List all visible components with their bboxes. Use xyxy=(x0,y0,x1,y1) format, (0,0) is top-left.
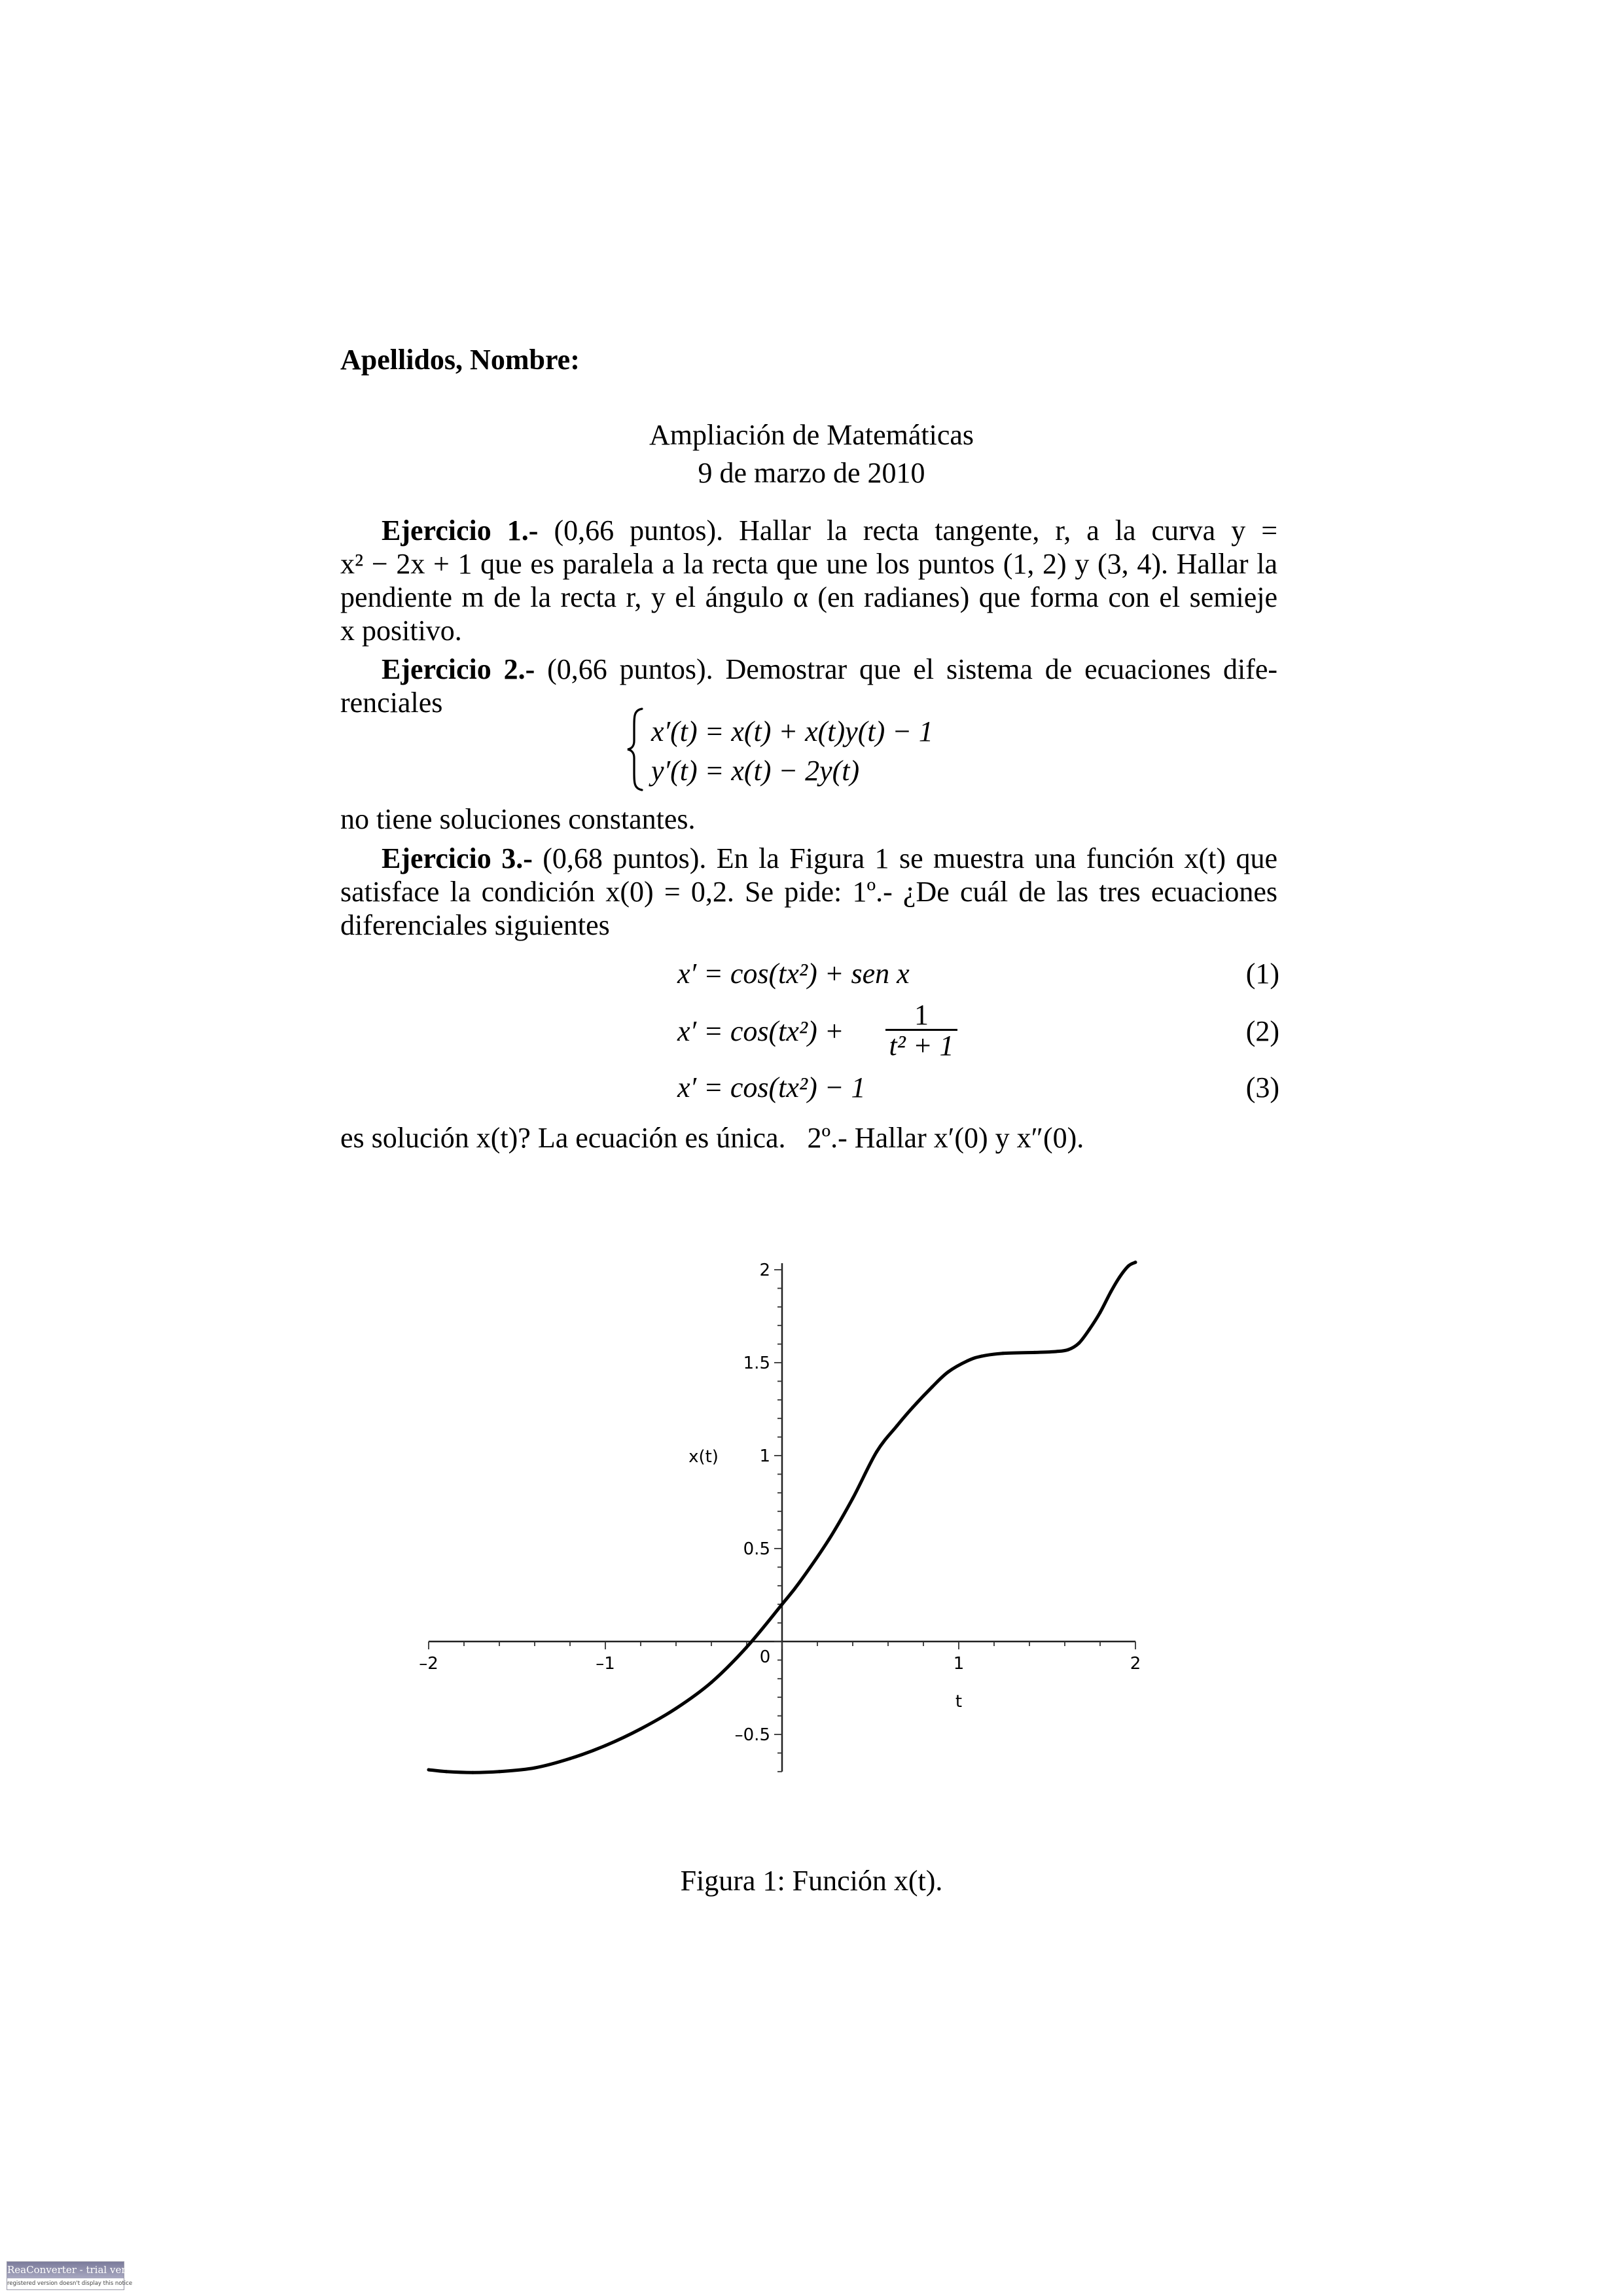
exercise2-text: Demostrar que el sistema de ecuaciones dife- xyxy=(725,653,1278,685)
exercise2-line2: renciales xyxy=(340,687,443,719)
y-tick-label: 2 xyxy=(759,1261,770,1280)
y-tick-label: 1 xyxy=(759,1446,770,1466)
data-point xyxy=(946,1371,950,1374)
exercise3-heading: Ejercicio 3.- xyxy=(382,842,533,874)
data-point xyxy=(980,1355,984,1358)
trial-watermark xyxy=(7,2261,147,2290)
x-tick-label: –2 xyxy=(419,1654,438,1674)
y-axis-label: x(t) xyxy=(688,1447,719,1467)
data-point xyxy=(911,1406,914,1409)
exercise1-line2: x² − 2x + 1 que es paralela a la recta que une los puntos (1, 2) y (3, 4). Hallar la xyxy=(340,548,1277,580)
data-point xyxy=(875,1450,878,1454)
data-point xyxy=(639,1727,643,1731)
system-equation-2: y′(t) = x(t) − 2y(t) xyxy=(651,755,860,787)
course-title: Ampliación de Matemáticas xyxy=(649,419,974,451)
fraction-denominator: t² + 1 xyxy=(889,1030,954,1062)
exercise1-heading: Ejercicio 1.- xyxy=(382,514,539,547)
data-point xyxy=(1099,1311,1102,1314)
equation-2-main: x′ = cos(tx²) + xyxy=(677,1015,844,1047)
data-point xyxy=(498,1770,501,1773)
data-point xyxy=(533,1767,537,1770)
equation-3: x′ = cos(tx²) − 1 xyxy=(677,1071,866,1103)
x-tick-label: 2 xyxy=(1130,1654,1141,1674)
data-point xyxy=(1054,1350,1058,1353)
data-point xyxy=(675,1707,678,1710)
data-point xyxy=(1109,1291,1113,1294)
exercise3-closing: es solución x(t)? La ecuación es única. 2º.- Hallar x′(0) y x″(0). xyxy=(340,1122,1084,1154)
exam-date: 9 de marzo de 2010 xyxy=(698,457,925,489)
data-point xyxy=(1118,1276,1121,1279)
data-point xyxy=(1001,1352,1005,1355)
figure-caption: Figura 1: Función x(t). xyxy=(680,1865,943,1897)
data-point xyxy=(781,1603,784,1606)
y-tick-label: 0.5 xyxy=(743,1539,770,1559)
equation-number-2: (2) xyxy=(1245,1015,1279,1047)
data-point xyxy=(471,1771,474,1774)
equation-number-3: (3) xyxy=(1245,1071,1279,1103)
exercise1-line3: pendiente m de la recta r, y el ángulo α (en radianes) que forma con el semieje xyxy=(340,581,1277,613)
data-point xyxy=(1067,1348,1070,1352)
name-field-label: Apellidos, Nombre: xyxy=(340,344,580,376)
data-point xyxy=(827,1537,830,1541)
x-tick-label: 0 xyxy=(759,1647,771,1667)
data-point xyxy=(1127,1265,1130,1268)
exercise1-text: Hallar la recta tangente, r, a la curva y = xyxy=(739,514,1278,547)
data-point xyxy=(1077,1342,1080,1345)
data-point xyxy=(604,1744,607,1748)
data-point xyxy=(710,1681,713,1684)
exercise3-line3: diferenciales siguientes xyxy=(340,909,610,941)
system-equation-1: x′(t) = x(t) + x(t)y(t) − 1 xyxy=(651,715,933,747)
data-point xyxy=(427,1768,431,1771)
exercise3-line2: satisface la condición x(0) = 0,2. Se pide: 1º.- ¿De cuál de las tres ecuaciones xyxy=(340,876,1277,908)
data-point xyxy=(966,1359,969,1363)
data-point xyxy=(1088,1327,1091,1331)
data-point xyxy=(851,1497,855,1500)
exercise3-points: (0,68 puntos). xyxy=(543,842,707,874)
y-tick-label: –0.5 xyxy=(734,1725,770,1745)
x-tick-label: –1 xyxy=(596,1654,615,1674)
exercise2-after: no tiene soluciones constantes. xyxy=(340,803,696,835)
y-tick-label: 1.5 xyxy=(743,1354,770,1373)
watermark-title: ReaConverter - trial version xyxy=(7,2262,124,2278)
data-point xyxy=(931,1385,934,1388)
exercise1-line4: x positivo. xyxy=(340,615,462,647)
x-tick-label: 1 xyxy=(953,1654,965,1674)
data-point xyxy=(798,1581,802,1584)
exercise3-text: En la Figura 1 se muestra una función x(t) que xyxy=(716,842,1278,874)
equation-number-1: (1) xyxy=(1245,958,1279,990)
data-point xyxy=(1134,1261,1137,1264)
exercise2-points: (0,66 puntos). xyxy=(547,653,713,685)
x-axis-label: t xyxy=(955,1692,963,1712)
data-point xyxy=(1033,1351,1037,1354)
data-point xyxy=(569,1757,572,1760)
watermark-subtitle: registered version doesn't display this notice xyxy=(7,2280,133,2287)
fraction-numerator: 1 xyxy=(885,1001,957,1031)
exercise2-heading: Ejercicio 2.- xyxy=(382,653,535,685)
data-point xyxy=(745,1645,749,1649)
equation-1: x′ = cos(tx²) + sen x xyxy=(677,958,910,990)
axes xyxy=(429,1263,1135,1772)
exercise1-points: (0,66 puntos). xyxy=(554,514,724,547)
data-point xyxy=(445,1770,448,1773)
tick-labels xyxy=(419,1261,1141,1745)
data-point xyxy=(895,1424,899,1427)
